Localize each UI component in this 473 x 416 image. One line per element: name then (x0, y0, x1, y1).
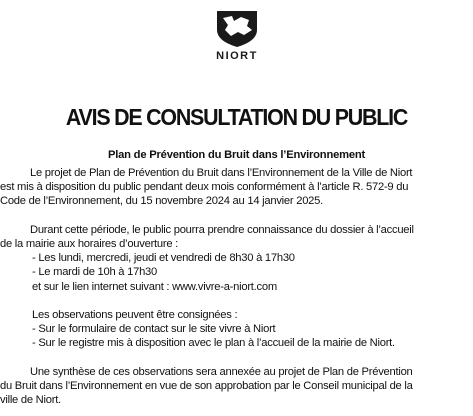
paragraph-line: Code de l’Environnement, du 15 novembre 2024 au 14 janvier 2025. (0, 195, 323, 208)
logo-text: NIORT (216, 50, 258, 62)
list-item: - Les lundi, mercredi, jeudi et vendredi de 8h30 à 17h30 (32, 252, 295, 265)
niort-city-emblem-icon (214, 8, 260, 48)
list-item: - Sur le registre mis à disposition avec le plan à l’accueil de la mairie de Niort. (32, 337, 395, 350)
list-item: - Le mardi de 10h à 17h30 (32, 266, 157, 279)
list-item: - Sur le formulaire de contact sur le site vivre à Niort (32, 323, 276, 336)
page-title: AVIS DE CONSULTATION DU PUBLIC (65, 104, 408, 130)
page-subtitle: Plan de Prévention du Bruit dans l’Environnement (107, 149, 366, 161)
paragraph-line: Une synthèse de ces observations sera annexée au projet de Plan de Prévention (30, 365, 413, 378)
paragraph-line: Le projet de Plan de Prévention du Bruit dans l’Environnement de la Ville de Niort (30, 167, 413, 179)
paragraph-line: ville de Niort. (0, 394, 61, 406)
paragraph-line: Les observations peuvent être consignées : (32, 308, 238, 321)
paragraph-line: du Bruit dans l’Environnement en vue de son approbation par le Conseil municipal de la (0, 379, 413, 392)
niort-logo (202, 8, 272, 68)
notice-body (0, 166, 473, 407)
paragraph-line: de la mairie aux horaires d’ouverture : (0, 237, 179, 250)
paragraph-line: est mis à disposition du public pendant deux mois conformément à l’article R. 572-9 du (0, 181, 409, 194)
paragraph-line: Durant cette période, le public pourra prendre connaissance du dossier à l’accueil (30, 223, 414, 236)
paragraph-line: et sur le lien internet suivant : www.vivre-a-niort.com (32, 280, 277, 293)
